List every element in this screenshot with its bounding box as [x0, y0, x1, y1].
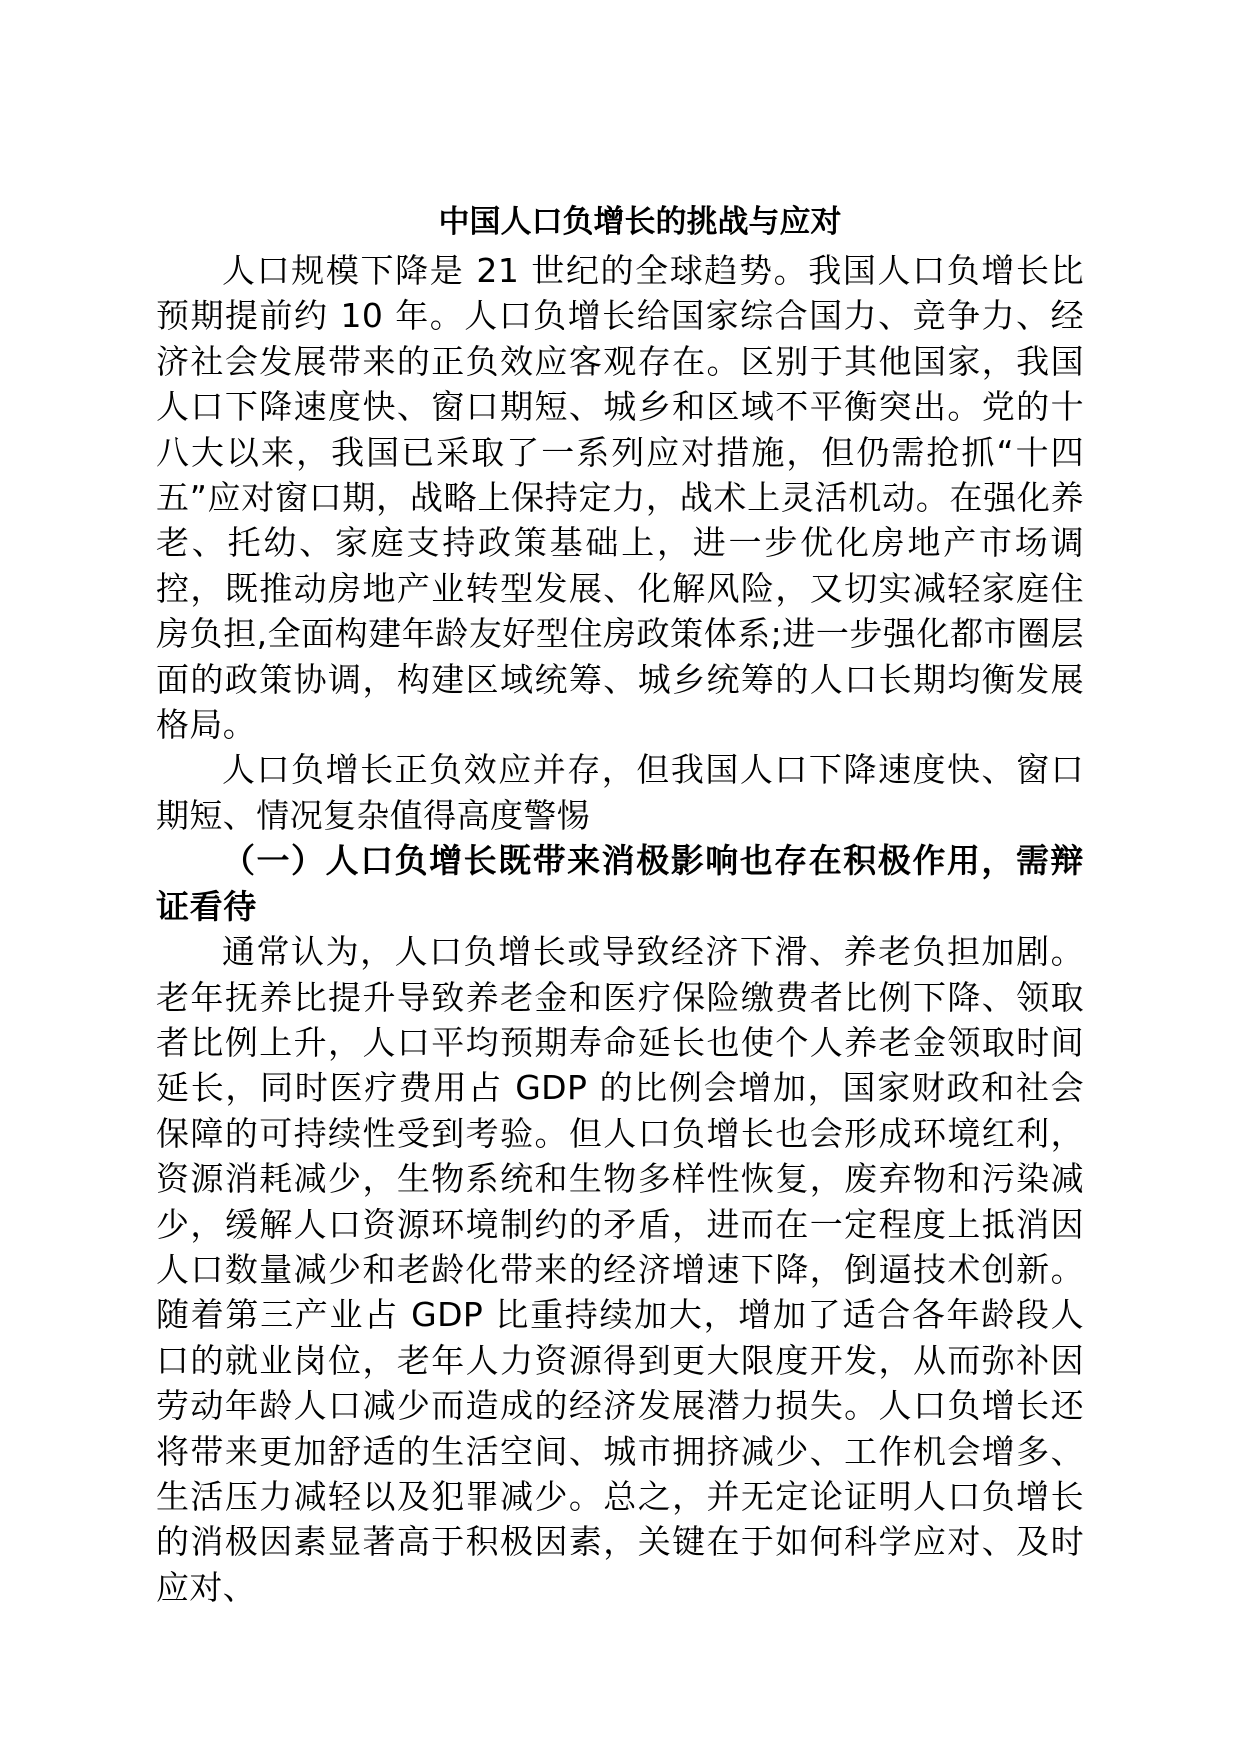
body-paragraph: 通常认为，人口负增长或导致经济下滑、养老负担加剧。老年抚养比提升导致养老金和医疗保险缴费者比例下降、领取者比例上升，人口平均预期寿命延长也使个人养老金领取时间延长，同时医疗费用占 GDP 的比例会增加，国家财政和社会保障的可持续性受到考验。但人口负增长也会形成环境红利，资源消耗减少，生物系统和生物多样性恢复，废弃物和污染减少，缓解人口资源环境制约的矛盾，进而在一定程度上抵消因人口数量减少和老龄化带来的经济增速下降，倒逼技术创新。随着第三产业占 GDP 比重持续加大，增加了适合各年龄段人口的就业岗位，老年人力资源得到更大限度开发，从而弥补因劳动年龄人口减少而造成的经济发展潜力损失。人口负增长还将带来更加舒适的生活空间、城市拥挤减少、工作机会增多、生活压力减轻以及犯罪减少。总之，并无定论证明人口负增长的消极因素显著高于积极因素，关键在于如何科学应对、及时应对、: [156, 932, 1084, 1607]
summary-paragraph: 人口负增长正负效应并存，但我国人口下降速度快、窗口期短、情况复杂值得高度警惕: [156, 750, 1084, 835]
document-title: 中国人口负增长的挑战与应对: [438, 204, 842, 240]
intro-paragraph: 人口规模下降是 21 世纪的全球趋势。我国人口负增长比预期提前约 10 年。人口负增长给国家综合国力、竞争力、经济社会发展带来的正负效应客观存在。区别于其他国家，我国人口下降速度快、窗口期短、城乡和区域不平衡突出。党的十八大以来，我国已采取了一系列应对措施，但仍需抢抓“十四五”应对窗口期，战略上保持定力，战术上灵活机动。在强化养老、托幼、家庭支持政策基础上，进一步优化房地产市场调控，既推动房地产业转型发展、化解风险，又切实减轻家庭住房负担,全面构建年龄友好型住房政策体系;进一步强化都市圈层面的政策协调，构建区域统筹、城乡统筹的人口长期均衡发展格局。: [156, 251, 1084, 745]
section-heading: （一）人口负增长既带来消极影响也存在积极作用，需辩证看待: [156, 841, 1084, 926]
document-page: [156, 196, 1084, 1610]
